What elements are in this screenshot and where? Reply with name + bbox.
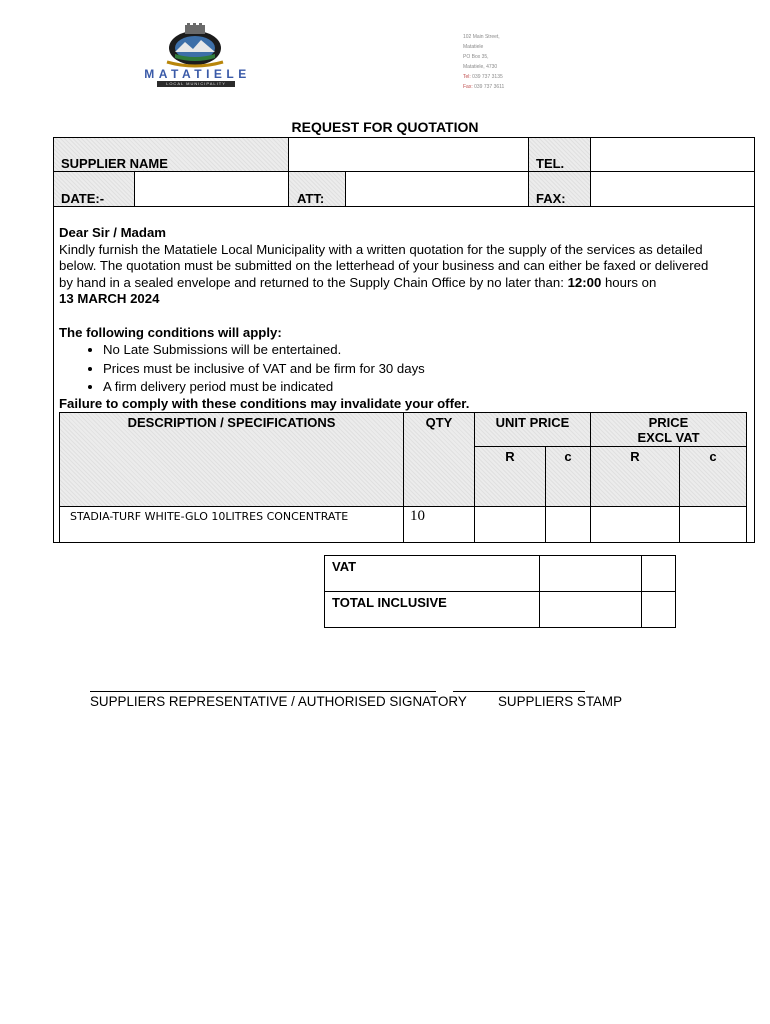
municipality-logo [135,22,255,88]
condition-item: • Prices must be inclusive of VAT and be firm for 30 days [103,360,703,379]
table-row [59,506,747,543]
deadline-date: 13 MARCH 2024 [59,291,160,307]
supplier-name-label-cell [53,137,289,172]
letter-line-3: by hand in a sealed envelope and returned to the Supply Chain Office by no later than: 12:00 hours on [59,274,657,290]
unit-price-rand-header: R [474,446,546,507]
total-rand-field[interactable] [539,591,642,628]
signatory-label: SUPPLIERS REPRESENTATIVE / AUTHORISED SIGNATORY [90,694,467,709]
address-line-2: Matatiele [463,44,484,50]
vat-cents-field[interactable] [641,555,676,592]
supplier-name-field[interactable] [288,137,529,172]
condition-item: • A firm delivery period must be indicated [103,378,703,397]
att-label: ATT: [297,191,325,206]
stamp-line[interactable] [453,691,585,692]
page-title: REQUEST FOR QUOTATION [291,119,479,135]
item-unit-price-rand[interactable] [474,506,546,543]
deadline-time: 12:00 [567,274,602,290]
unit-price-cents-header: c [545,446,591,507]
total-inclusive-label: TOTAL INCLUSIVE [332,595,447,610]
logo-name: MATATIELE [144,67,251,81]
failure-warning: Failure to comply with these conditions may invalidate your offer. [59,396,470,411]
item-price-rand[interactable] [590,506,680,543]
description-header: DESCRIPTION / SPECIFICATIONS [59,412,404,507]
letter-line-1: Kindly furnish the Matatiele Local Municipality with a written quotation for the supply of the services as detailed [59,241,703,257]
total-label-cell [324,591,540,628]
fax-label-cell [528,171,591,207]
total-cents-field[interactable] [641,591,676,628]
salutation: Dear Sir / Madam [59,225,167,240]
price-excl-vat-header: PRICE EXCL VAT [590,412,747,447]
conditions-heading: The following conditions will apply: [59,325,282,340]
supplier-name-label: SUPPLIER NAME [61,156,168,171]
att-label-cell [288,171,346,207]
vat-label: VAT [332,559,357,574]
address-fax: Fax: 039 737 3611 [463,84,505,90]
address-line-1: 102 Main Street, [463,34,500,40]
coat-of-arms-icon [135,22,255,68]
price-cents-header: c [679,446,747,507]
address-tel: Tel: 039 737 3135 [463,74,503,80]
letter-body [59,225,759,308]
logo-subtitle: LOCAL MUNICIPALITY [157,81,235,87]
vat-label-cell [324,555,540,592]
item-price-cents[interactable] [679,506,747,543]
date-field[interactable] [134,171,289,207]
att-field[interactable] [345,171,529,207]
address-line-3: PO Box 35, [463,54,489,60]
vat-rand-field[interactable] [539,555,642,592]
unit-price-header: UNIT PRICE [474,412,591,447]
fax-label: FAX: [536,191,566,206]
fax-field[interactable] [590,171,755,207]
tel-label: TEL. [536,156,565,171]
item-description: STADIA-TURF WHITE-GLO 10LITRES CONCENTRATE [59,506,404,543]
letter-line-2: below. The quotation must be submitted on the letterhead of your business and can either be faxed or delivered [59,258,709,274]
date-label-cell [53,171,135,207]
qty-header: QTY [403,412,475,507]
date-label: DATE:- [61,191,105,206]
address-block [463,32,583,92]
stamp-label: SUPPLIERS STAMP [498,694,623,709]
address-line-4: Matatiele, 4730 [463,64,498,70]
tel-label-cell [528,137,591,172]
price-rand-header: R [590,446,680,507]
signatory-line[interactable] [90,691,436,692]
item-qty: 10 [403,506,475,543]
conditions-list [59,341,703,397]
item-unit-price-cents[interactable] [545,506,591,543]
tel-field[interactable] [590,137,755,172]
condition-item: • No Late Submissions will be entertained. [103,341,703,360]
